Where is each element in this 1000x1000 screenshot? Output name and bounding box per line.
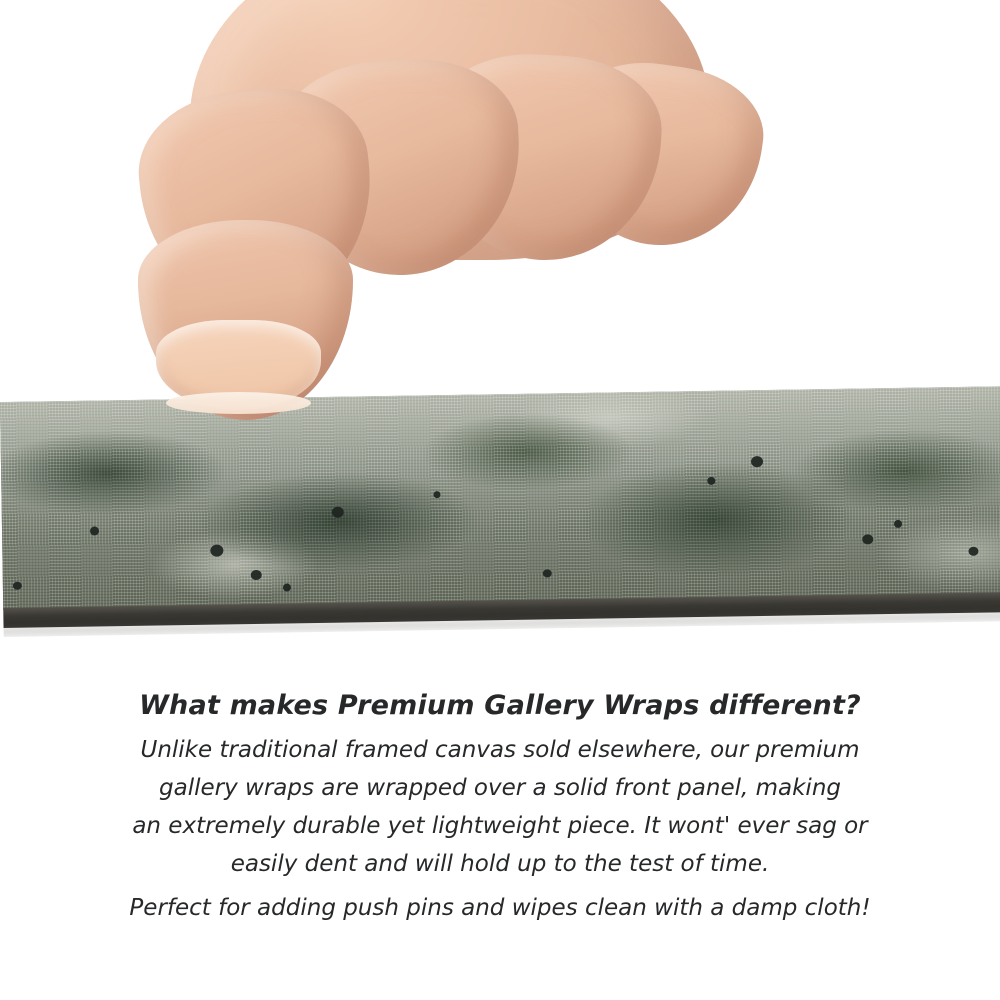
caption-line-1: Unlike traditional framed canvas sold elsewhere, our premium bbox=[140, 737, 860, 763]
caption-closing-line: Perfect for adding push pins and wipes clean with a damp cloth! bbox=[129, 895, 871, 921]
caption-line-3: an extremely durable yet lightweight piece. It wont' ever sag or bbox=[132, 813, 868, 839]
paint-speck bbox=[433, 491, 440, 498]
paint-speck bbox=[90, 526, 99, 535]
paint-speck bbox=[543, 569, 552, 577]
caption-line-2: gallery wraps are wrapped over a solid front panel, making bbox=[159, 775, 841, 801]
paint-speck bbox=[894, 520, 902, 528]
caption-block bbox=[0, 690, 1000, 927]
caption-title: What makes Premium Gallery Wraps different? bbox=[139, 690, 861, 721]
caption-line-4: easily dent and will hold up to the test of time. bbox=[230, 851, 770, 877]
paint-speck bbox=[283, 583, 291, 591]
paint-speck bbox=[968, 547, 978, 556]
canvas-print-surface bbox=[0, 386, 1000, 610]
canvas-weave-texture bbox=[0, 386, 1000, 610]
thumbnail bbox=[156, 320, 321, 410]
hand-illustration bbox=[130, 0, 770, 430]
paint-speck bbox=[707, 477, 715, 485]
canvas-wrap-edge bbox=[0, 386, 1000, 637]
